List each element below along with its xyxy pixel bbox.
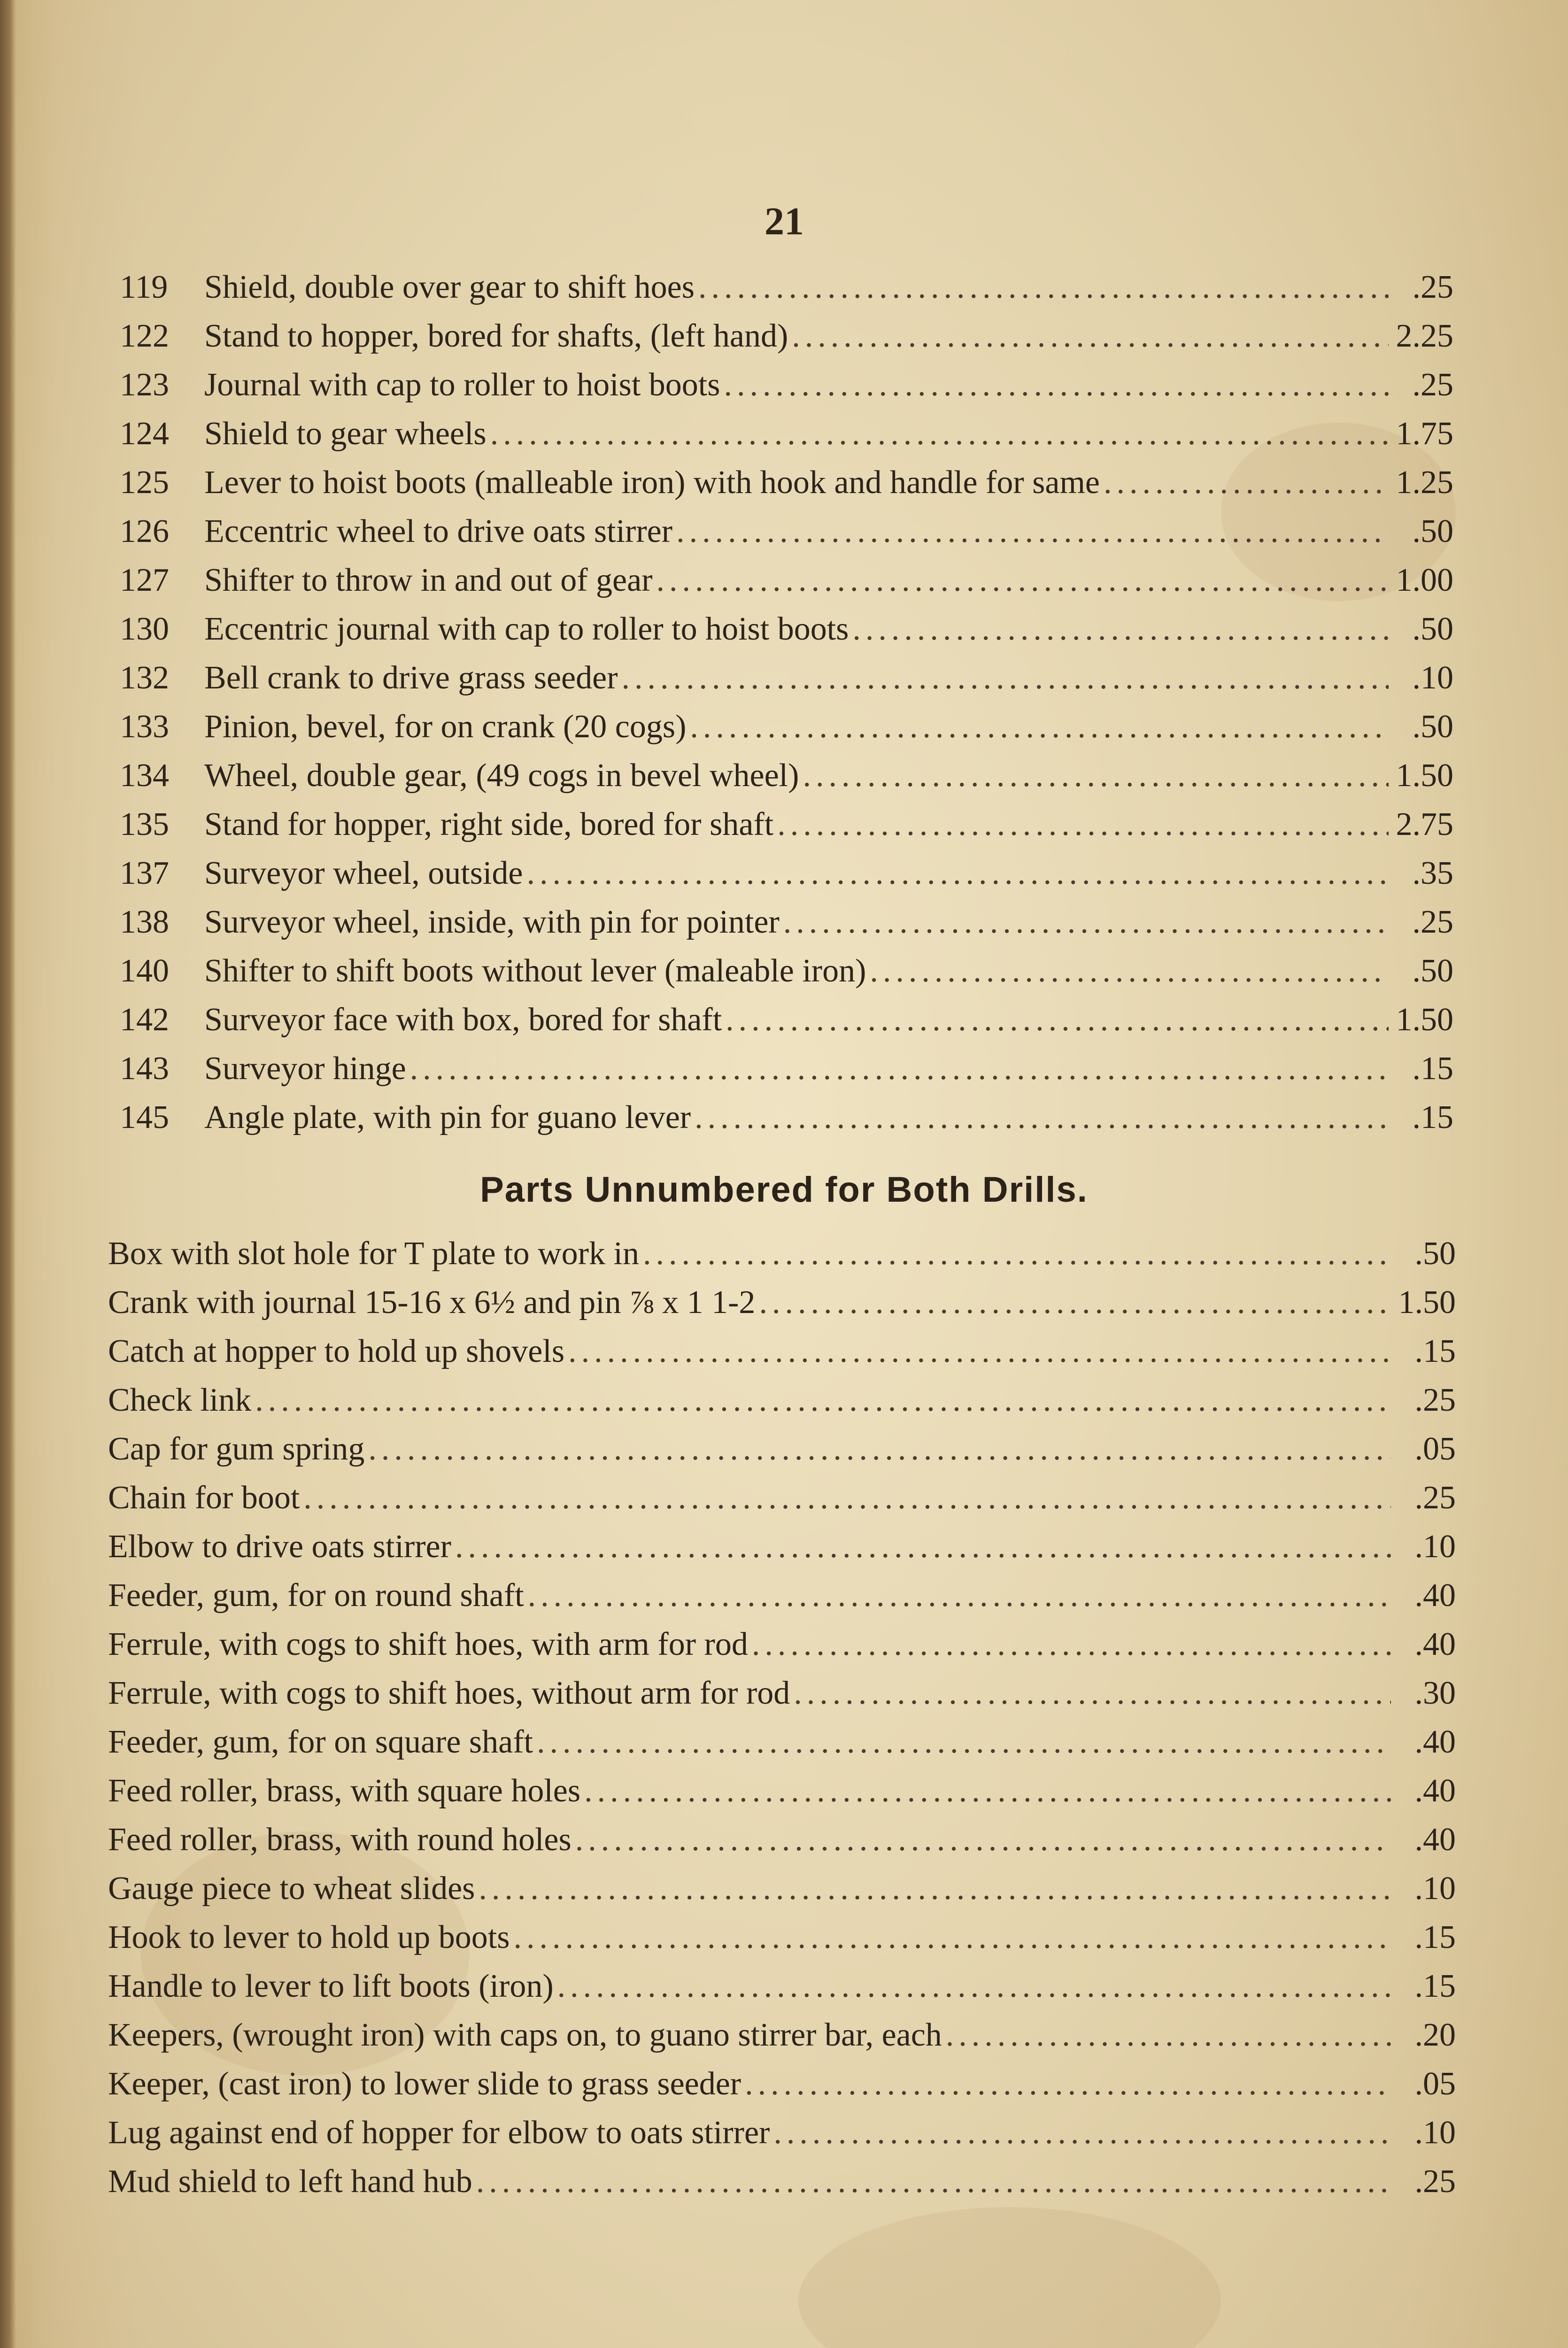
part-price: .05: [1414, 1431, 1456, 1467]
part-price: 1.50: [1398, 1284, 1456, 1321]
part-price: .50: [1412, 513, 1453, 549]
dot-leader: [870, 947, 1389, 996]
part-price: 2.25: [1396, 318, 1453, 354]
part-row: [108, 1229, 1456, 1278]
part-description: Shifter to shift boots without lever (maleable iron): [204, 953, 866, 989]
part-price: .25: [1414, 1480, 1456, 1516]
dot-leader: [690, 703, 1389, 751]
part-row: [120, 849, 1453, 898]
dot-leader: [657, 556, 1389, 605]
dot-leader: [794, 1669, 1391, 1718]
dot-leader: [557, 1962, 1391, 2011]
part-description: Elbow to drive oats stirrer: [108, 1529, 451, 1565]
part-row: [108, 1278, 1456, 1327]
part-description: Check link: [108, 1382, 252, 1418]
part-description: Bell crank to drive grass seeder: [204, 660, 618, 696]
dot-leader: [368, 1425, 1391, 1474]
part-description: Stand for hopper, right side, bored for shaft: [204, 806, 774, 842]
part-row: [108, 2011, 1456, 2060]
part-price: .40: [1414, 1626, 1456, 1662]
part-price: 1.25: [1396, 464, 1453, 501]
dot-leader: [946, 2011, 1391, 2060]
part-row: [108, 1767, 1456, 1815]
part-price: .15: [1412, 1099, 1453, 1135]
part-row: [108, 1571, 1456, 1620]
dot-leader: [745, 2060, 1391, 2109]
dot-leader: [726, 996, 1389, 1044]
part-row: [108, 1620, 1456, 1669]
part-description: Box with slot hole for T plate to work in: [108, 1236, 639, 1272]
part-price: .50: [1412, 611, 1453, 647]
part-row: [108, 2157, 1456, 2206]
part-row: [120, 654, 1453, 703]
part-description: Shield, double over gear to shift hoes: [204, 269, 695, 305]
dot-leader: [568, 1327, 1391, 1376]
part-number: 123: [120, 367, 169, 403]
numbered-parts-list: [120, 263, 1453, 1142]
part-number: 132: [120, 660, 169, 696]
part-row: [120, 1093, 1453, 1142]
part-number: 119: [120, 269, 168, 305]
part-description: Eccentric wheel to drive oats stirrer: [204, 513, 673, 549]
part-row: [108, 1669, 1456, 1718]
part-row: [120, 409, 1453, 458]
dot-leader: [622, 654, 1389, 703]
part-price: .15: [1412, 1050, 1453, 1087]
part-description: Journal with cap to roller to hoist boots: [204, 367, 720, 403]
part-description: Feed roller, brass, with round holes: [108, 1822, 572, 1858]
part-row: [120, 605, 1453, 654]
part-price: .05: [1414, 2066, 1456, 2102]
part-description: Shield to gear wheels: [204, 416, 487, 452]
part-number: 135: [120, 806, 169, 842]
part-description: Lever to hoist boots (malleable iron) with hook and handle for same: [204, 464, 1100, 501]
part-row: [120, 458, 1453, 507]
part-price: .15: [1414, 1919, 1456, 1955]
part-row: [120, 703, 1453, 751]
dot-leader: [410, 1044, 1389, 1093]
part-row: [120, 507, 1453, 556]
part-number: 137: [120, 855, 169, 891]
part-description: Stand to hopper, bored for shafts, (left hand): [204, 318, 788, 354]
dot-leader: [513, 1913, 1391, 1962]
part-price: 1.00: [1396, 562, 1453, 598]
part-description: Wheel, double gear, (49 cogs in bevel wheel): [204, 757, 799, 794]
part-row: [120, 1044, 1453, 1093]
part-description: Handle to lever to lift boots (iron): [108, 1968, 554, 2004]
part-description: Surveyor wheel, outside: [204, 855, 523, 891]
dot-leader: [255, 1376, 1391, 1425]
part-description: Surveyor hinge: [204, 1050, 406, 1087]
part-row: [120, 996, 1453, 1044]
dot-leader: [1104, 458, 1389, 507]
part-price: .10: [1414, 1870, 1456, 1907]
part-price: .10: [1414, 1529, 1456, 1565]
part-price: 1.50: [1396, 1002, 1453, 1038]
part-number: 126: [120, 513, 169, 549]
part-price: 1.75: [1396, 416, 1453, 452]
dot-leader: [575, 1815, 1391, 1864]
part-description: Keeper, (cast iron) to lower slide to grass seeder: [108, 2066, 742, 2102]
part-row: [108, 1718, 1456, 1767]
part-row: [120, 898, 1453, 947]
part-row: [108, 1474, 1456, 1522]
dot-leader: [698, 263, 1389, 312]
dot-leader: [792, 312, 1389, 361]
part-row: [120, 361, 1453, 409]
part-description: Shifter to throw in and out of gear: [204, 562, 653, 598]
part-row: [108, 1962, 1456, 2011]
part-description: Ferrule, with cogs to shift hoes, with arm for rod: [108, 1626, 748, 1662]
part-price: .25: [1414, 1382, 1456, 1418]
part-description: Surveyor wheel, inside, with pin for pointer: [204, 904, 780, 940]
part-number: 133: [120, 709, 169, 745]
dot-leader: [537, 1718, 1391, 1767]
part-row: [108, 2060, 1456, 2109]
dot-leader: [643, 1229, 1391, 1278]
dot-leader: [724, 361, 1389, 409]
part-description: Angle plate, with pin for guano lever: [204, 1099, 691, 1135]
part-price: .25: [1412, 367, 1453, 403]
dot-leader: [479, 1864, 1391, 1913]
part-number: 142: [120, 1002, 169, 1038]
part-description: Pinion, bevel, for on crank (20 cogs): [204, 709, 687, 745]
part-number: 127: [120, 562, 169, 598]
part-row: [108, 1815, 1456, 1864]
part-row: [108, 1522, 1456, 1571]
dot-leader: [528, 1571, 1391, 1620]
dot-leader: [695, 1093, 1389, 1142]
part-row: [108, 2109, 1456, 2157]
part-row: [120, 263, 1453, 312]
part-price: .20: [1414, 2017, 1456, 2053]
part-description: Eccentric journal with cap to roller to hoist boots: [204, 611, 849, 647]
dot-leader: [584, 1767, 1391, 1815]
part-description: Feeder, gum, for on round shaft: [108, 1577, 524, 1614]
part-price: .15: [1414, 1333, 1456, 1369]
part-number: 143: [120, 1050, 169, 1087]
dot-leader: [526, 849, 1389, 898]
part-price: .40: [1414, 1822, 1456, 1858]
part-number: 130: [120, 611, 169, 647]
part-description: Cap for gum spring: [108, 1431, 365, 1467]
part-price: 2.75: [1396, 806, 1453, 842]
part-description: Gauge piece to wheat slides: [108, 1870, 475, 1907]
part-price: .10: [1412, 660, 1453, 696]
section-heading: Parts Unnumbered for Both Drills.: [480, 1170, 1088, 1210]
part-row: [120, 947, 1453, 996]
dot-leader: [490, 409, 1389, 458]
dot-leader: [303, 1474, 1391, 1522]
part-price: .10: [1414, 2115, 1456, 2151]
part-description: Crank with journal 15-16 x 6½ and pin ⅞ x 1 1-2: [108, 1284, 756, 1321]
dot-leader: [752, 1620, 1391, 1669]
part-row: [120, 312, 1453, 361]
part-row: [120, 556, 1453, 605]
part-number: 124: [120, 416, 169, 452]
part-row: [108, 1376, 1456, 1425]
part-price: .50: [1412, 953, 1453, 989]
dot-leader: [803, 751, 1389, 800]
unnumbered-parts-list: [108, 1229, 1456, 2206]
part-description: Hook to lever to hold up boots: [108, 1919, 510, 1955]
part-price: .50: [1414, 1236, 1456, 1272]
part-row: [108, 1913, 1456, 1962]
dot-leader: [852, 605, 1389, 654]
part-row: [108, 1425, 1456, 1474]
part-row: [108, 1327, 1456, 1376]
part-row: [108, 1864, 1456, 1913]
page-number: 21: [765, 200, 804, 243]
part-price: 1.50: [1396, 757, 1453, 794]
part-price: .40: [1414, 1773, 1456, 1809]
part-row: [120, 751, 1453, 800]
part-price: .25: [1412, 269, 1453, 305]
dot-leader: [476, 2157, 1391, 2206]
part-price: .35: [1412, 855, 1453, 891]
part-description: Ferrule, with cogs to shift hoes, without arm for rod: [108, 1675, 790, 1711]
part-number: 122: [120, 318, 169, 354]
part-price: .40: [1414, 1724, 1456, 1760]
dot-leader: [783, 898, 1389, 947]
paper-stain: [798, 2207, 1221, 2348]
part-price: .30: [1414, 1675, 1456, 1711]
part-description: Feed roller, brass, with square holes: [108, 1773, 581, 1809]
dot-leader: [773, 2109, 1391, 2157]
part-price: .15: [1414, 1968, 1456, 2004]
part-number: 125: [120, 464, 169, 501]
part-number: 140: [120, 953, 169, 989]
part-price: .25: [1414, 2163, 1456, 2200]
part-description: Catch at hopper to hold up shovels: [108, 1333, 565, 1369]
part-row: [120, 800, 1453, 849]
dot-leader: [455, 1522, 1391, 1571]
dot-leader: [759, 1278, 1391, 1327]
part-description: Surveyor face with box, bored for shaft: [204, 1002, 722, 1038]
part-price: .25: [1412, 904, 1453, 940]
dot-leader: [676, 507, 1389, 556]
part-number: 138: [120, 904, 169, 940]
part-number: 145: [120, 1099, 169, 1135]
part-description: Chain for boot: [108, 1480, 300, 1516]
part-description: Lug against end of hopper for elbow to oats stirrer: [108, 2115, 770, 2151]
dot-leader: [777, 800, 1389, 849]
part-number: 134: [120, 757, 169, 794]
part-price: .40: [1414, 1577, 1456, 1614]
part-description: Feeder, gum, for on square shaft: [108, 1724, 533, 1760]
part-description: Mud shield to left hand hub: [108, 2163, 472, 2200]
part-price: .50: [1412, 709, 1453, 745]
part-description: Keepers, (wrought iron) with caps on, to guano stirrer bar, each: [108, 2017, 942, 2053]
